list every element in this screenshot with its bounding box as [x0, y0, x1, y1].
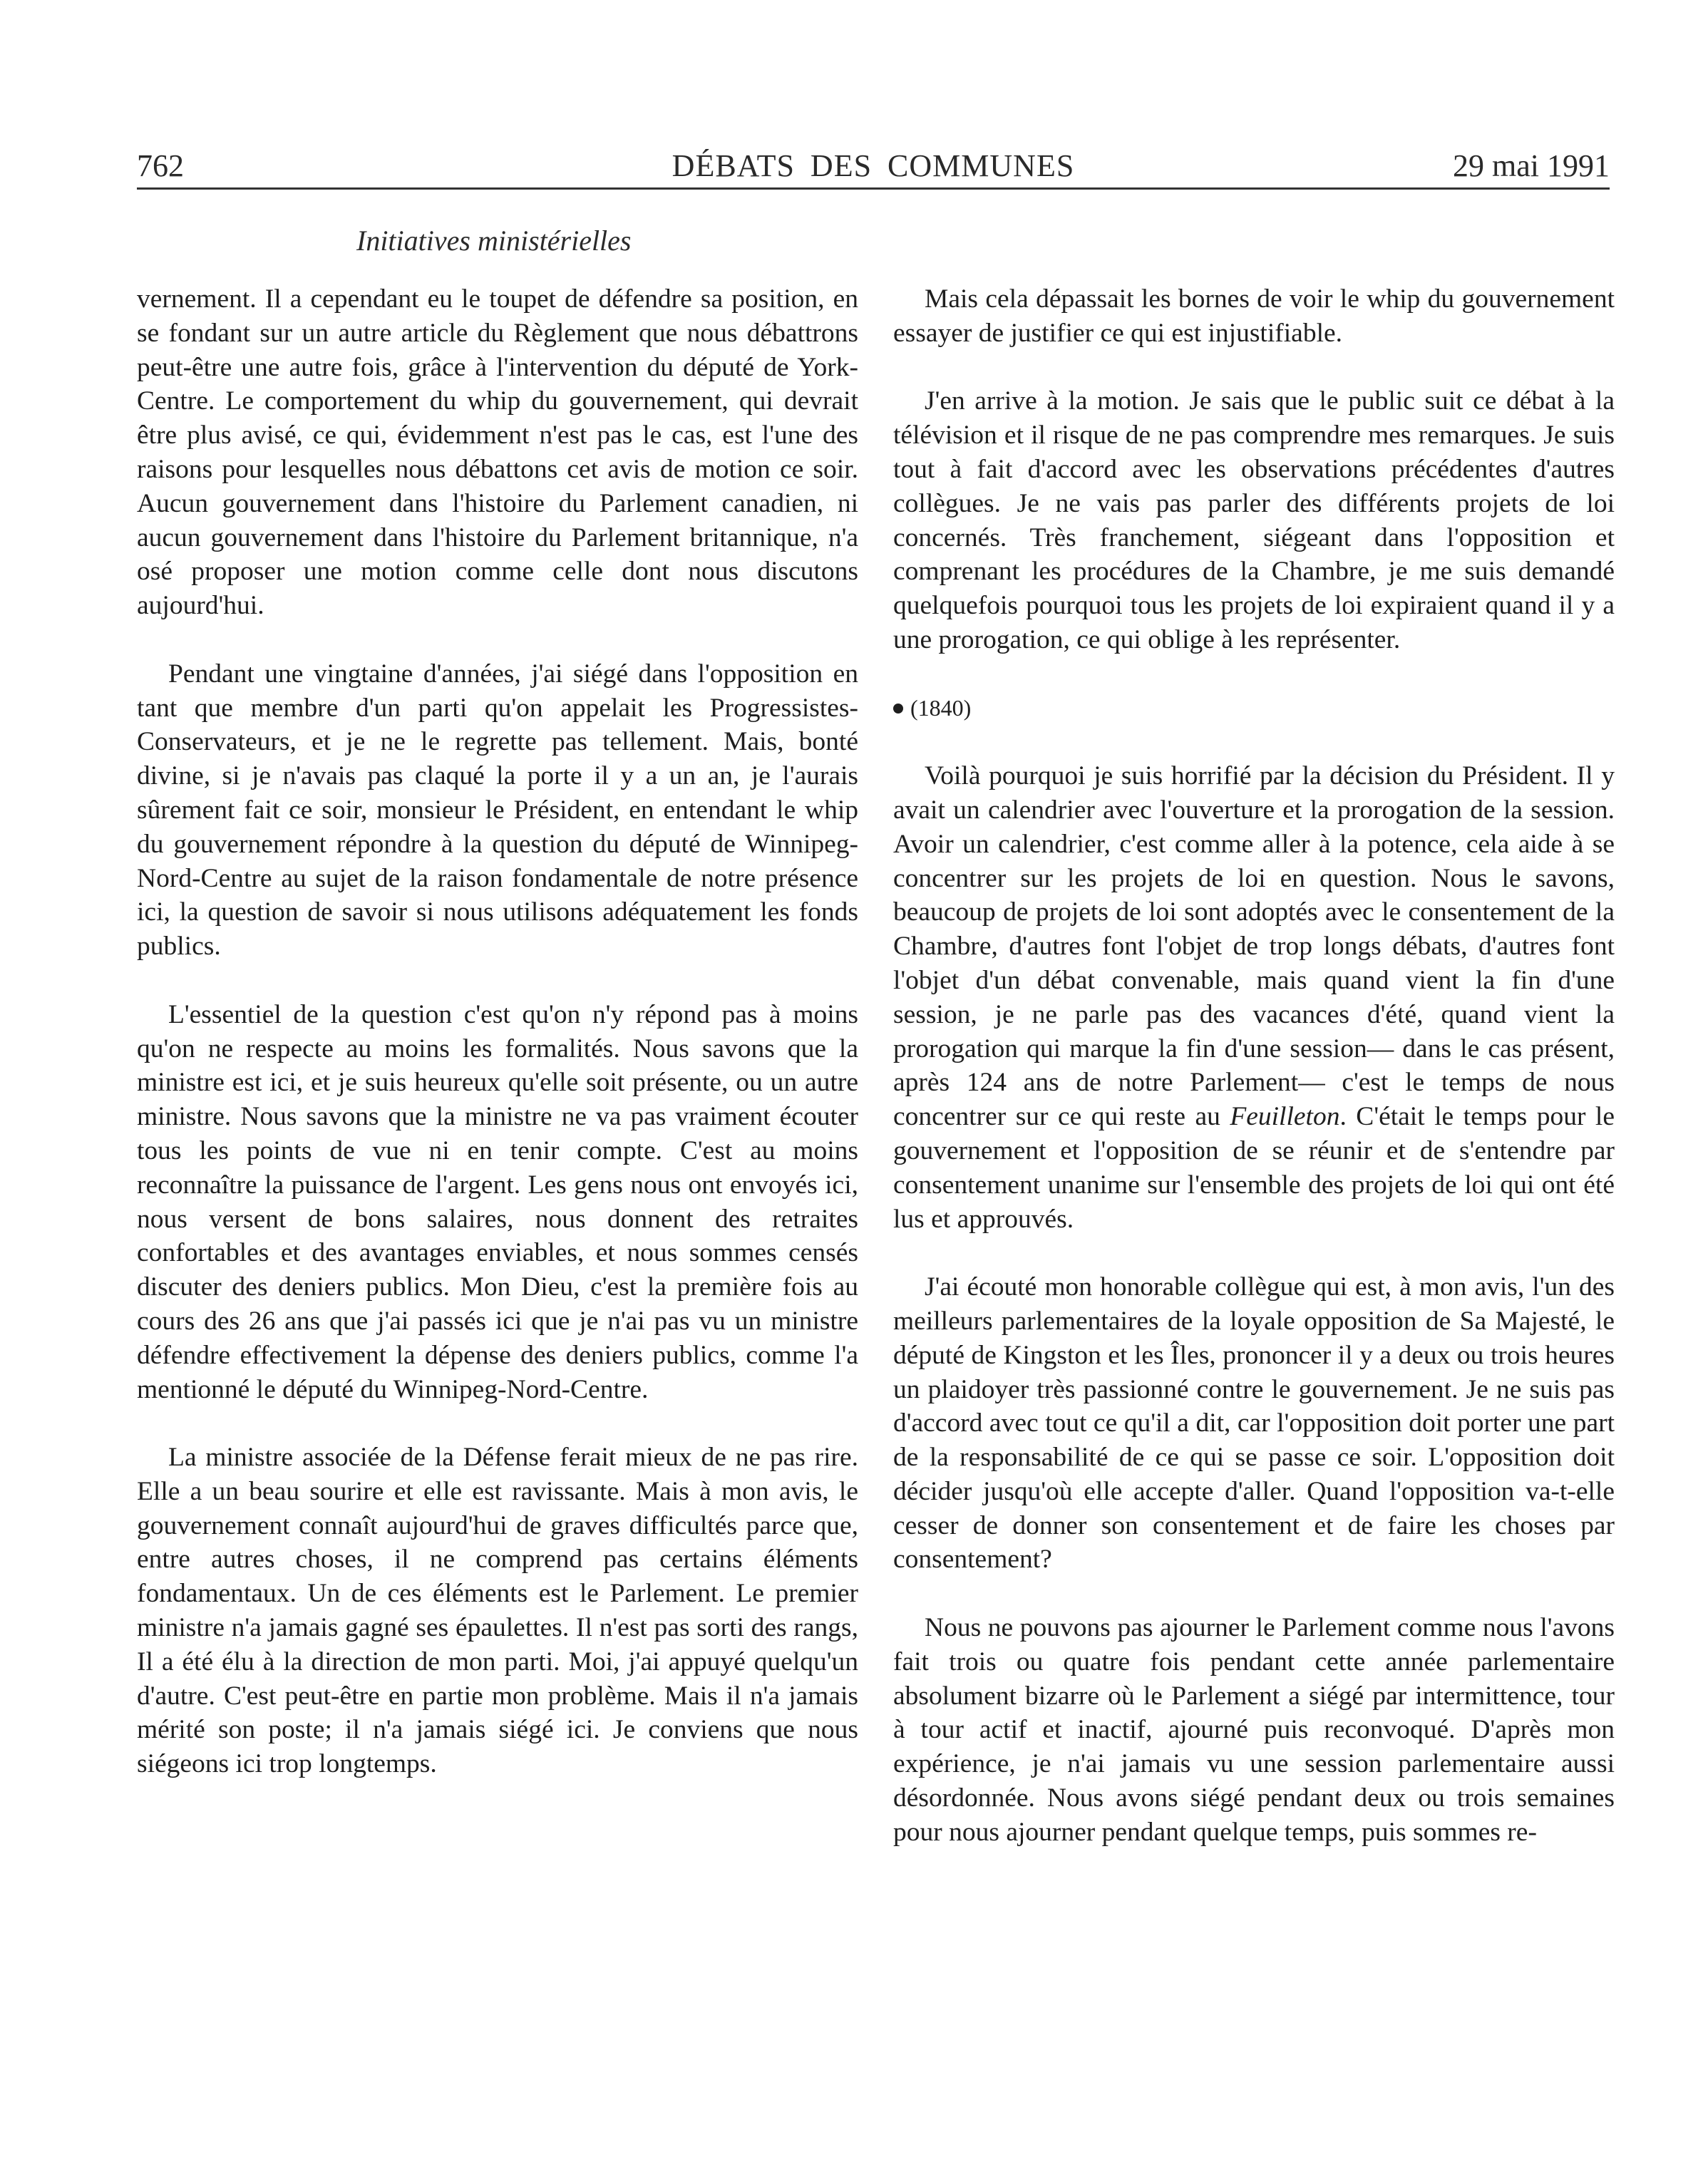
paragraph: Pendant une vingtaine d'années, j'ai siégé dans l'opposition en tant que membre d'un parti qu'on appelait les Progressistes-Conservateurs, et je ne le regrette pas tellement. Mais, bonté divine, si je n'avais pas claqué la porte il y a un an, je l'aurais sûrement fait ce soir, monsieur le Président, en entendant le whip du gouvernement répondre à la question du député de Winnipeg-Nord-Centre au sujet de la raison fondamentale de notre présence ici, la question de savoir si nous utilisons adéquatement les fonds publics. — [137, 659, 858, 962]
header-rule — [137, 187, 1610, 190]
left-column — [137, 282, 858, 1815]
paragraph-text: Voilà pourquoi je suis horrifié par la décision du Président. Il y avait un calendrier avec l'ouverture et la prorogation de la session. Avoir un calendrier, c'est comme aller à la potence, cela aide à se concentrer sur les projets de loi en question. Nous le savons, beaucoup de projets de loi sont adoptés avec le consentement de la Chambre, d'autres font l'objet de trop longs débats, d'autres font l'objet d'un débat convenable, mais quand vient la fin d'une session, je ne parle pas des vacances d'été, quand vient la prorogation qui marque la fin d'une session— dans le cas présent, après 124 ans de notre Parlement— c'est le temps de nous concentrer sur ce qui reste au — [893, 761, 1615, 1132]
section-title: Initiatives ministérielles — [356, 225, 632, 257]
paragraph: Nous ne pouvons pas ajourner le Parlement comme nous l'avons fait trois ou quatre fois pendant cette année parlementaire absolument bizarre où le Parlement a siégé par intermittence, tour à tour actif et inactif, ajourné puis reconvoqué. D'après mon expérience, je n'ai jamais vu une session parlementaire aussi désordonnée. Nous avons siégé pendant deux ou trois semaines pour nous ajourner pendant quelque temps, puis sommes re- — [893, 1613, 1615, 1847]
paragraph: La ministre associée de la Défense ferait mieux de ne pas rire. Elle a un beau sourire et elle est ravissante. Mais à mon avis, le gouvernement connaît aujourd'hui de graves difficultés parce que, entre autres choses, il ne comprend pas certains éléments fondamentaux. Un de ces éléments est le Parlement. Le premier ministre n'a jamais gagné ses épaulettes. Il n'est pas sorti des rangs, Il a été élu à la direction de mon parti. Moi, j'ai appuyé quelqu'un d'autre. C'est peut-être en partie mon problème. Mais il n'a jamais mérité son poste; il n'a jamais siégé ici. Je conviens que nous siégeons ici trop longtemps. — [137, 1443, 858, 1779]
paragraph: vernement. Il a cependant eu le toupet de défendre sa position, en se fondant sur un autre article du Règlement que nous débattrons peut-être une autre fois, grâce à l'intervention du député de York-Centre. Le comportement du whip du gouvernement, qui devrait être plus avisé, ce qui, évidemment n'est pas le cas, est l'une des raisons pour lesquelles nous débattons cet avis de motion ce soir. Aucun gouvernement dans l'histoire du Parlement canadien, ni aucun gouvernement dans l'histoire du Parlement britannique, n'a osé proposer une motion comme celle dont nous discutons aujourd'hui. — [137, 284, 858, 621]
right-column — [893, 282, 1615, 1883]
paragraph: J'en arrive à la motion. Je sais que le public suit ce débat à la télévision et il risque de ne pas comprendre mes remarques. Je suis tout à fait d'accord avec les observations précédentes d'autres collègues. Je ne vais pas parler des différents projets de loi concernés. Très franchement, siégeant dans l'opposition et comprenant les procédures de la Chambre, je me suis demandé quelquefois pourquoi tous les projets de loi expiraient quand il y a une prorogation, ce qui oblige à les représenter. — [893, 386, 1615, 654]
bullet-icon — [893, 704, 903, 714]
time-marker — [893, 691, 1615, 726]
paragraph: L'essentiel de la question c'est qu'on n'y répond pas à moins qu'on ne respecte au moins les formalités. Nous savons que la ministre est ici, et je suis heureux qu'elle soit présente, ou un autre ministre. Nous savons que la ministre ne va pas vraiment écouter tous les points de vue ni en tenir compte. C'est au moins reconnaître la puissance de l'argent. Les gens nous ont envoyés ici, nous versent de bons salaires, nous donnent des retraites confortables et des avantages enviables, et nous sommes censés discuter des deniers publics. Mon Dieu, c'est la première fois au cours des 26 ans que j'ai passés ici que je n'ai pas vu un ministre défendre effectivement la dépense des deniers publics, comme l'a mentionné le député du Winnipeg-Nord-Centre. — [137, 999, 858, 1404]
page-number: 762 — [137, 148, 184, 183]
paragraph — [893, 759, 1615, 1236]
emphasis-feuilleton: Feuilleton — [1230, 1102, 1340, 1132]
paragraph-text: . C'était le temps pour le gouvernement et l'opposition de se réunir et de s'entendre par consentement unanime sur l'ensemble des projets de loi qui ont été lus et approuvés. — [893, 1102, 1615, 1234]
time-marker-label: (1840) — [910, 694, 972, 721]
running-header — [137, 146, 1610, 186]
paragraph: Mais cela dépassait les bornes de voir le whip du gouvernement essayer de justifier ce qui est injustifiable. — [893, 284, 1615, 348]
paragraph: J'ai écouté mon honorable collègue qui est, à mon avis, l'un des meilleurs parlementaires de la loyale opposition de Sa Majesté, le député de Kingston et les Îles, prononcer il y a deux ou trois heures un plaidoyer très passionné contre le gouvernement. Je ne suis pas d'accord avec tout ce qu'il a dit, car l'opposition doit porter une part de la responsabilité de ce qui se passe ce soir. L'opposition doit décider jusqu'où elle accepte d'aller. Quand l'opposition va-t-elle cesser de donner son consentement et de faire les choses par consentement? — [893, 1272, 1615, 1575]
publication-date: 29 mai 1991 — [1453, 148, 1610, 183]
publication-title: DÉBATS DES COMMUNES — [672, 148, 1075, 183]
